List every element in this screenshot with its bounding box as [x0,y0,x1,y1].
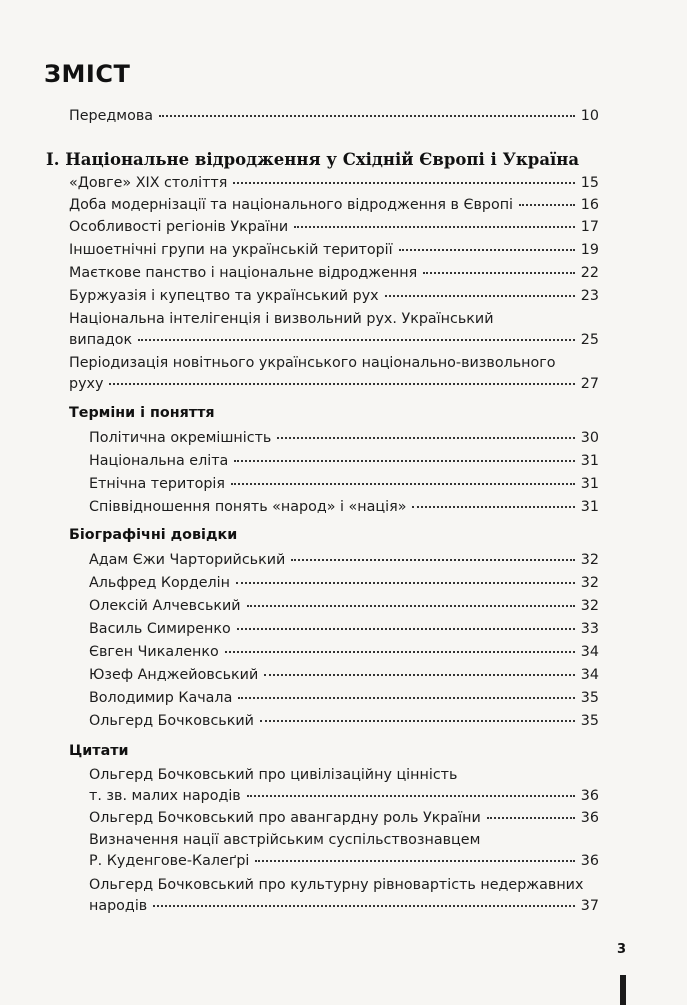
entry-label: Адам Єжи Чарторийський [89,552,286,568]
entry-label: Іншоетнічні групи на українській території [69,242,393,258]
toc-entry[interactable] [89,621,599,638]
entry-label: т. зв. малих народів [89,788,241,804]
dot-leader [412,505,574,508]
entry-page: 34 [580,667,599,683]
entry-label-line1: Періодизація новітнього українського національно-визвольного [69,355,556,371]
entry-page: 31 [580,476,599,492]
toc-entry[interactable] [69,175,599,192]
toc-entry[interactable] [89,575,599,592]
entry-label: народів [89,898,148,914]
entry-page: 31 [580,453,599,469]
toc-entry[interactable] [89,690,599,707]
entry-label: Ольгерд Бочковський [89,713,254,729]
toc-entry[interactable] [89,476,599,493]
dot-leader [291,558,574,561]
entry-label: Буржуазія і купецтво та український рух [69,288,379,304]
section-title-quotes: Цитати [69,743,129,759]
entry-page: 31 [580,499,599,515]
dot-leader [225,650,575,653]
toc-entry[interactable] [89,430,599,447]
toc-entry[interactable] [89,644,599,661]
toc-entry[interactable] [89,877,599,915]
toc-entry[interactable] [89,598,599,615]
dot-leader [255,859,574,862]
toc-entry[interactable] [69,242,599,259]
toc-entry[interactable] [69,311,599,349]
entry-page: 36 [580,788,599,804]
entry-label: Ольгерд Бочковський про авангардну роль України [89,810,481,826]
entry-page: 32 [580,575,599,591]
dot-leader [487,816,575,819]
entry-label: випадок [69,332,133,348]
entry-page: 37 [580,898,599,914]
dot-leader [159,114,575,117]
dot-leader [399,248,575,251]
toc-entry[interactable] [89,767,599,805]
toc-entry[interactable] [89,713,599,730]
dot-leader [236,581,575,584]
dot-leader [519,203,575,206]
entry-page: 32 [580,598,599,614]
dot-leader [277,436,574,439]
entry-label: Політична окремішність [89,430,272,446]
entry-label: Альфред Корделін [89,575,230,591]
dot-leader [109,382,574,385]
toc-entry[interactable] [89,810,599,827]
dot-leader [138,338,575,341]
entry-page: 25 [580,332,599,348]
entry-label: Національна еліта [89,453,229,469]
dot-leader [264,673,575,676]
entry-page: 36 [580,853,599,869]
dot-leader [238,696,574,699]
section-title-terms: Терміни і поняття [69,405,215,421]
page-title: ЗМІСТ [44,60,131,88]
thumb-index-bar [620,975,626,1005]
entry-page: 27 [580,376,599,392]
toc-entry[interactable] [89,552,599,569]
entry-label: Передмова [69,108,154,124]
entry-page: 36 [580,810,599,826]
dot-leader [237,627,575,630]
entry-label: Маєткове панство і національне відродження [69,265,418,281]
dot-leader [423,271,575,274]
entry-label-line1: Національна інтелігенція і визвольний рух. Український [69,311,494,327]
entry-label-line1: Ольгерд Бочковський про культурну рівновартість недержавних [89,877,584,893]
toc-entry[interactable] [89,832,599,870]
dot-leader [385,294,575,297]
entry-label: Олексій Алчевський [89,598,241,614]
entry-page: 16 [580,197,599,213]
entry-page: 10 [580,108,599,124]
dot-leader [247,794,575,797]
toc-entry[interactable] [69,197,599,214]
entry-page: 35 [580,690,599,706]
entry-label: Доба модернізації та національного відродження в Європі [69,197,514,213]
entry-label: «Довге» XIX століття [69,175,228,191]
entry-label: Василь Симиренко [89,621,231,637]
toc-entry[interactable] [69,355,599,393]
toc-entry[interactable] [69,265,599,282]
entry-label-line1: Ольгерд Бочковський про цивілізаційну цінність [89,767,458,783]
entry-page: 23 [580,288,599,304]
dot-leader [294,225,575,228]
toc-entry[interactable] [89,453,599,470]
entry-label: Р. Куденгове-Калеґрі [89,853,250,869]
entry-page: 17 [580,219,599,235]
entry-label: руху [69,376,104,392]
entry-label: Юзеф Анджейовський [89,667,259,683]
dot-leader [260,719,575,722]
toc-entry[interactable] [89,499,599,516]
dot-leader [153,904,575,907]
entry-page: 22 [580,265,599,281]
toc-entry[interactable] [69,219,599,236]
page-number: 3 [617,942,627,957]
entry-label: Етнічна територія [89,476,225,492]
toc-entry[interactable] [69,288,599,305]
dot-leader [247,604,575,607]
entry-page: 33 [580,621,599,637]
entry-label-line1: Визначення нації австрійським суспільствознавцем [89,832,481,848]
toc-entry-preface[interactable] [69,108,599,125]
entry-page: 19 [580,242,599,258]
dot-leader [233,181,574,184]
entry-label: Співвідношення понять «народ» і «нація» [89,499,407,515]
entry-label: Особливості регіонів України [69,219,289,235]
entry-label: Володимир Качала [89,690,233,706]
dot-leader [234,459,575,462]
entry-page: 30 [580,430,599,446]
section-title-bios: Біографічні довідки [69,527,238,543]
entry-page: 32 [580,552,599,568]
chapter-title: I. Національне відродження у Східній Європі і Україна [46,150,580,169]
entry-page: 35 [580,713,599,729]
dot-leader [231,482,575,485]
entry-page: 34 [580,644,599,660]
entry-label: Євген Чикаленко [89,644,219,660]
toc-entry[interactable] [89,667,599,684]
entry-page: 15 [580,175,599,191]
